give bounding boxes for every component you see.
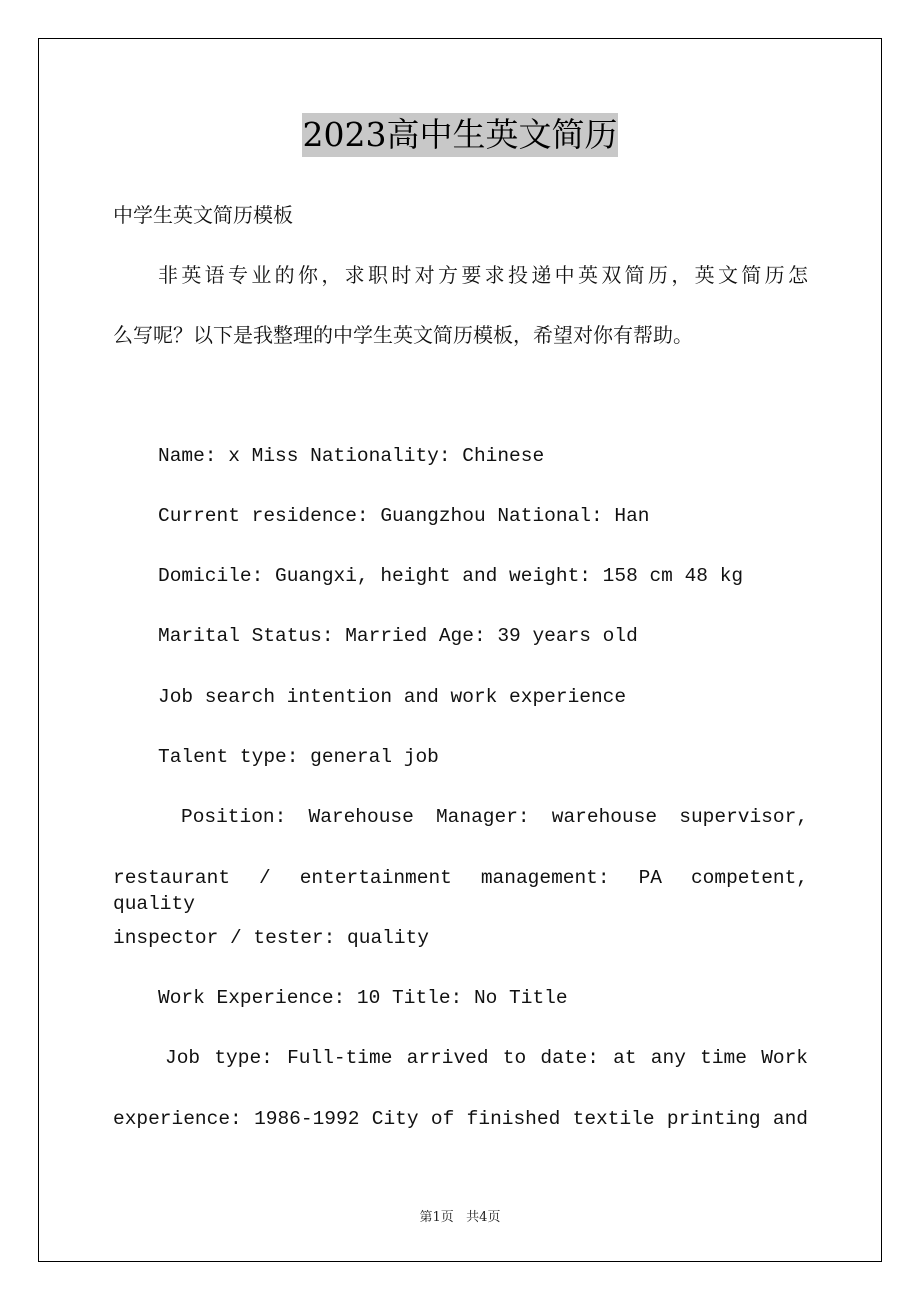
resume-line: Marital Status: Married Age: 39 years old <box>158 625 638 647</box>
page-footer: 第1页 共4页 <box>419 1210 501 1225</box>
resume-line: Current residence: Guangzhou National: Han <box>158 505 650 527</box>
resume-line: Domicile: Guangxi, height and weight: 158 cm 48 kg <box>158 565 744 587</box>
resume-line: inspector / tester: quality <box>113 927 429 949</box>
subtitle: 中学生英文简历模板 <box>113 203 293 227</box>
resume-line: experience: 1986-1992 City of finished textile printing and <box>113 1108 808 1130</box>
resume-line: Position: Warehouse Manager: warehouse supervisor, <box>181 806 808 828</box>
section-heading: Job search intention and work experience <box>158 686 627 708</box>
resume-line: Talent type: general job <box>158 746 439 768</box>
intro-line: 么写呢？以下是我整理的中学生英文简历模板，希望对你有帮助。 <box>113 323 693 347</box>
document-title: 2023高中生英文简历 <box>302 113 618 157</box>
resume-line: Work Experience: 10 Title: No Title <box>158 987 568 1009</box>
resume-line: Job type: Full-time arrived to date: at any time Work <box>165 1047 808 1069</box>
intro-line: 非英语专业的你，求职时对方要求投递中英双简历，英文简历怎 <box>158 263 808 287</box>
resume-line: Name: x Miss Nationality: Chinese <box>158 445 545 467</box>
resume-line: restaurant / entertainment management: PA competent, quality <box>113 867 808 915</box>
